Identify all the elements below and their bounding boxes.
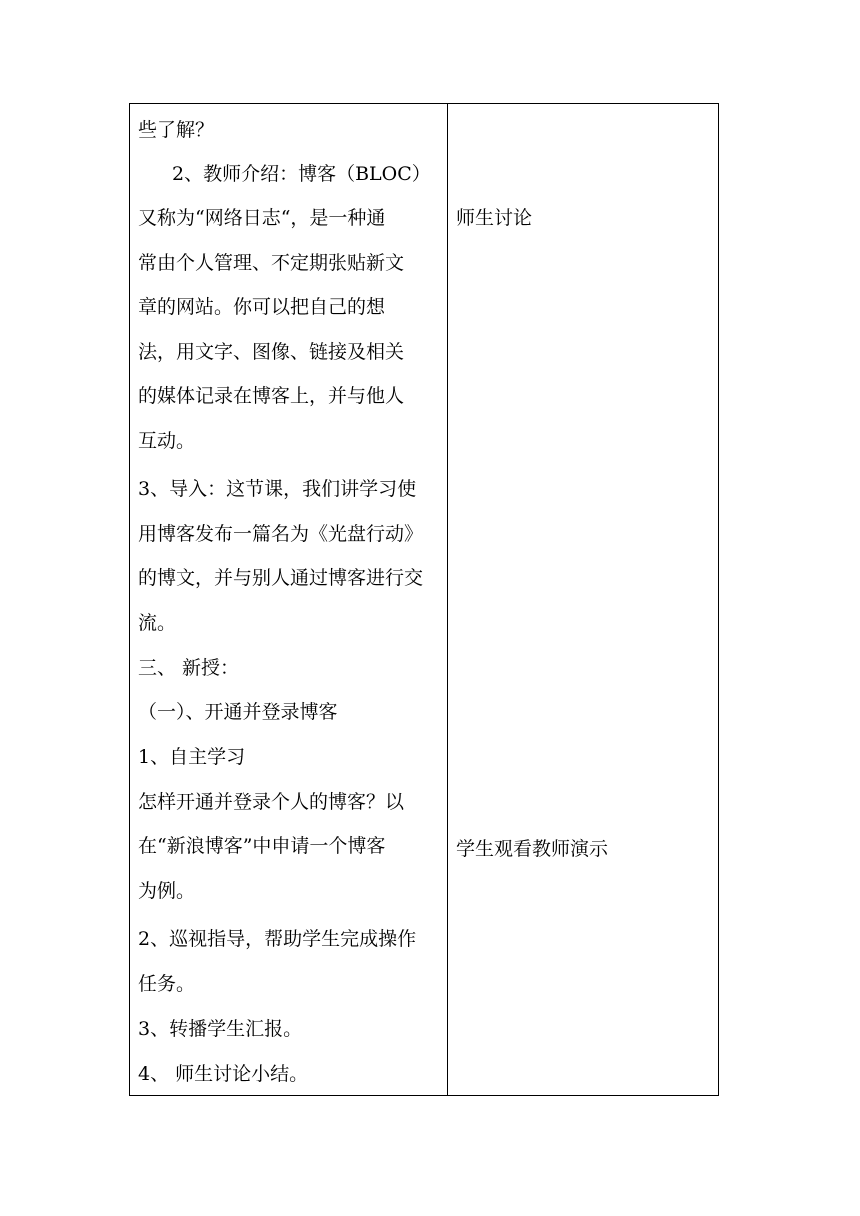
- content-line: 3、导入：这节课，我们讲学习使: [138, 478, 417, 500]
- content-line: 流。: [138, 612, 177, 634]
- content-line: 又称为“网络日志“，是一种通: [138, 207, 386, 229]
- content-line: 的博文，并与别人通过博客进行交: [138, 567, 424, 589]
- content-line: 用博客发布一篇名为《光盘行动》: [138, 523, 424, 545]
- content-line: 些了解？: [138, 119, 215, 141]
- content-line: 章的网站。你可以把自己的想: [138, 296, 386, 318]
- activity-note: 师生讨论: [456, 207, 533, 229]
- lesson-table: [129, 103, 719, 1096]
- teaching-content-cell: [130, 104, 447, 1095]
- content-line: 任务。: [138, 973, 196, 995]
- content-line: 常由个人管理、不定期张贴新文: [138, 252, 405, 274]
- section-heading: 三、 新授：: [138, 657, 240, 679]
- content-line: 1、自主学习: [138, 746, 246, 768]
- content-line: 互动。: [138, 430, 196, 452]
- content-line: 怎样开通并登录个人的博客？以: [138, 791, 405, 813]
- content-line: 的媒体记录在博客上，并与他人: [138, 385, 405, 407]
- content-line: 2、教师介绍：博客（BLOC）: [172, 163, 431, 185]
- content-line: 为例。: [138, 880, 196, 902]
- content-line: 2、巡视指导，帮助学生完成操作: [138, 928, 417, 950]
- activity-cell: [448, 104, 718, 1095]
- activity-note: 学生观看教师演示: [456, 838, 609, 860]
- content-line: 3、转播学生汇报。: [138, 1018, 303, 1040]
- content-line: 4、 师生讨论小结。: [138, 1063, 309, 1085]
- content-line: 在“新浪博客”中申请一个博客: [138, 835, 386, 857]
- subsection-heading: （一）、开通并登录博客: [138, 701, 338, 723]
- content-line: 法，用文字、图像、链接及相关: [138, 341, 405, 363]
